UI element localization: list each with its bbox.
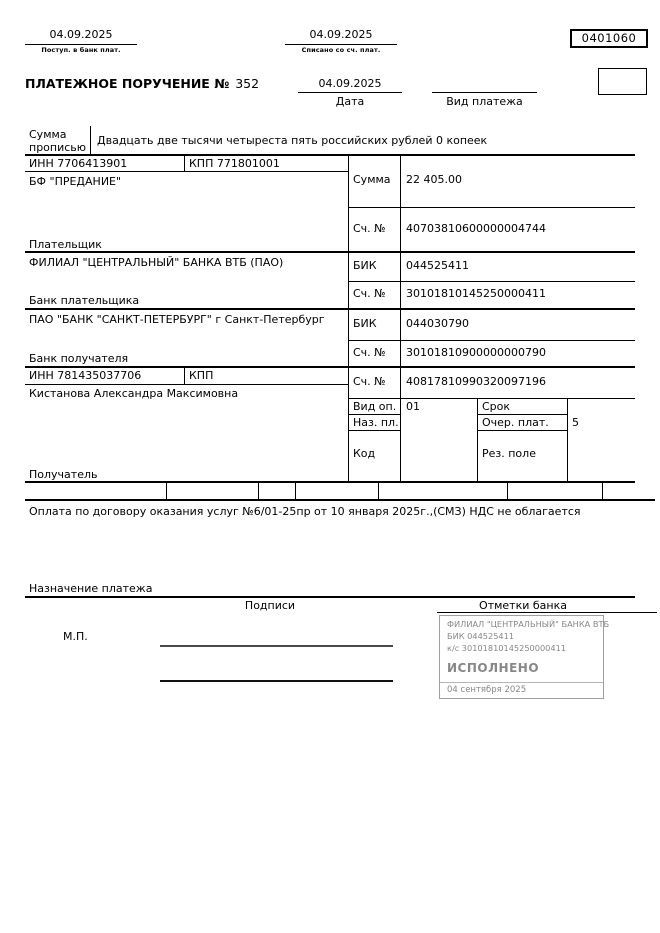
- underline: [432, 92, 537, 93]
- payer-bank-bik-label: БИК: [353, 259, 377, 272]
- payer-inn: ИНН 7706413901: [29, 157, 128, 170]
- payer-section-label: Плательщик: [29, 238, 102, 251]
- stamp-bik: БИК 044525411: [447, 631, 515, 641]
- signature-line-2: [160, 680, 393, 682]
- doc-date-label: Дата: [335, 95, 365, 108]
- payer-name: БФ "ПРЕДАНИЕ": [29, 175, 122, 188]
- amount-words-value: Двадцать две тысячи четыреста пять российских рублей 0 копеек: [97, 134, 488, 147]
- reserve-field-label: Рез. поле: [482, 447, 536, 460]
- amount-words-label: Сумма прописью: [29, 128, 87, 154]
- payee-inn: ИНН 781435037706: [29, 369, 142, 382]
- grid-line: [25, 308, 635, 310]
- payee-bank-account-value: 30101810900000000790: [406, 346, 546, 359]
- underline: [298, 92, 402, 93]
- form-code: 0401060: [581, 31, 637, 45]
- grid-line: [25, 384, 348, 385]
- grid-line: [258, 483, 259, 500]
- grid-line: [25, 171, 348, 172]
- signatures-label: Подписи: [244, 599, 296, 612]
- grid-line: [348, 281, 635, 282]
- grid-line: [166, 483, 167, 500]
- payee-bank-account-label: Сч. №: [353, 346, 386, 359]
- payee-bank-bik-label: БИК: [353, 317, 377, 330]
- grid-line: [477, 414, 567, 415]
- grid-line: [507, 483, 508, 500]
- grid-line: [90, 126, 91, 155]
- payer-account-value: 40703810600000004744: [406, 222, 546, 235]
- received-date-label: Поступ. в банк плат.: [41, 46, 121, 54]
- grid-line: [184, 368, 185, 385]
- purpose-code-label: Наз. пл.: [353, 416, 399, 429]
- doc-title: ПЛАТЕЖНОЕ ПОРУЧЕНИЕ №: [25, 76, 230, 91]
- underline: [437, 612, 657, 613]
- payer-bank-bik-value: 044525411: [406, 259, 469, 272]
- payee-bank-bik-value: 044030790: [406, 317, 469, 330]
- amount-label: Сумма: [353, 173, 391, 186]
- payer-bank-name: ФИЛИАЛ "ЦЕНТРАЛЬНЫЙ" БАНКА ВТБ (ПАО): [29, 256, 284, 269]
- grid-line: [348, 155, 349, 483]
- grid-line: [378, 483, 379, 500]
- grid-line: [602, 483, 603, 500]
- stamp-bank-name: ФИЛИАЛ "ЦЕНТРАЛЬНЫЙ" БАНКА ВТБ: [447, 619, 610, 629]
- op-kind-label: Вид оп.: [353, 400, 397, 413]
- payer-bank-account-value: 30101810145250000411: [406, 287, 546, 300]
- op-kind-value: 01: [406, 400, 420, 413]
- term-label: Срок: [482, 400, 511, 413]
- code-label: Код: [353, 447, 376, 460]
- grid-line: [25, 596, 635, 598]
- grid-line: [348, 414, 400, 415]
- received-date: 04.09.2025: [49, 28, 113, 41]
- payer-kpp: КПП 771801001: [189, 157, 280, 170]
- grid-line: [25, 366, 635, 368]
- grid-line: [567, 398, 568, 483]
- doc-number: 352: [235, 76, 260, 91]
- grid-line: [25, 481, 635, 483]
- debited-date: 04.09.2025: [309, 28, 373, 41]
- grid-line: [400, 155, 401, 483]
- stamp-status: ИСПОЛНЕНО: [447, 661, 540, 675]
- underline: [25, 44, 137, 45]
- doc-date: 04.09.2025: [318, 77, 382, 90]
- grid-line: [477, 430, 567, 431]
- bank-marks-label: Отметки банка: [479, 599, 567, 612]
- grid-line: [348, 207, 635, 208]
- payee-bank-section-label: Банк получателя: [29, 352, 129, 365]
- grid-line: [184, 155, 185, 172]
- payee-account-label: Сч. №: [353, 375, 386, 388]
- payee-kpp-label: КПП: [189, 369, 214, 382]
- payer-bank-section-label: Банк плательщика: [29, 294, 140, 307]
- grid-line: [348, 340, 635, 341]
- doc-title-row: [25, 77, 259, 91]
- payee-account-value: 40817810990320097196: [406, 375, 546, 388]
- payer-account-label: Сч. №: [353, 222, 386, 235]
- stamp-corr-account: к/с 30101810145250000411: [447, 643, 566, 653]
- grid-line: [25, 154, 635, 156]
- stamp-divider: [440, 682, 603, 683]
- signature-line-1: [160, 645, 393, 647]
- payee-name: Кистанова Александра Максимовна: [29, 387, 239, 400]
- payment-type-box: [598, 68, 647, 95]
- grid-line: [295, 483, 296, 500]
- debited-date-label: Списано со сч. плат.: [301, 46, 381, 54]
- purpose-text: Оплата по договору оказания услуг №6/01-25пр от 10 января 2025г.,(СМЗ) НДС не облагается: [29, 505, 581, 518]
- underline: [285, 44, 397, 45]
- payee-bank-name: ПАО "БАНК "САНКТ-ПЕТЕРБУРГ" г Санкт-Петербург: [29, 313, 325, 326]
- grid-line: [348, 398, 635, 399]
- stamp-date: 04 сентября 2025: [447, 685, 527, 695]
- grid-line: [477, 398, 478, 483]
- priority-label: Очер. плат.: [482, 416, 549, 429]
- payee-section-label: Получатель: [29, 468, 98, 481]
- payer-bank-account-label: Сч. №: [353, 287, 386, 300]
- payment-type-label: Вид платежа: [446, 95, 523, 108]
- grid-line: [25, 499, 655, 501]
- stamp-place-label: М.П.: [63, 630, 88, 643]
- amount-value: 22 405.00: [406, 173, 462, 186]
- purpose-section-label: Назначение платежа: [29, 582, 153, 595]
- priority-value: 5: [572, 416, 579, 429]
- grid-line: [25, 251, 635, 253]
- grid-line: [348, 430, 400, 431]
- form-code-box: [570, 29, 648, 48]
